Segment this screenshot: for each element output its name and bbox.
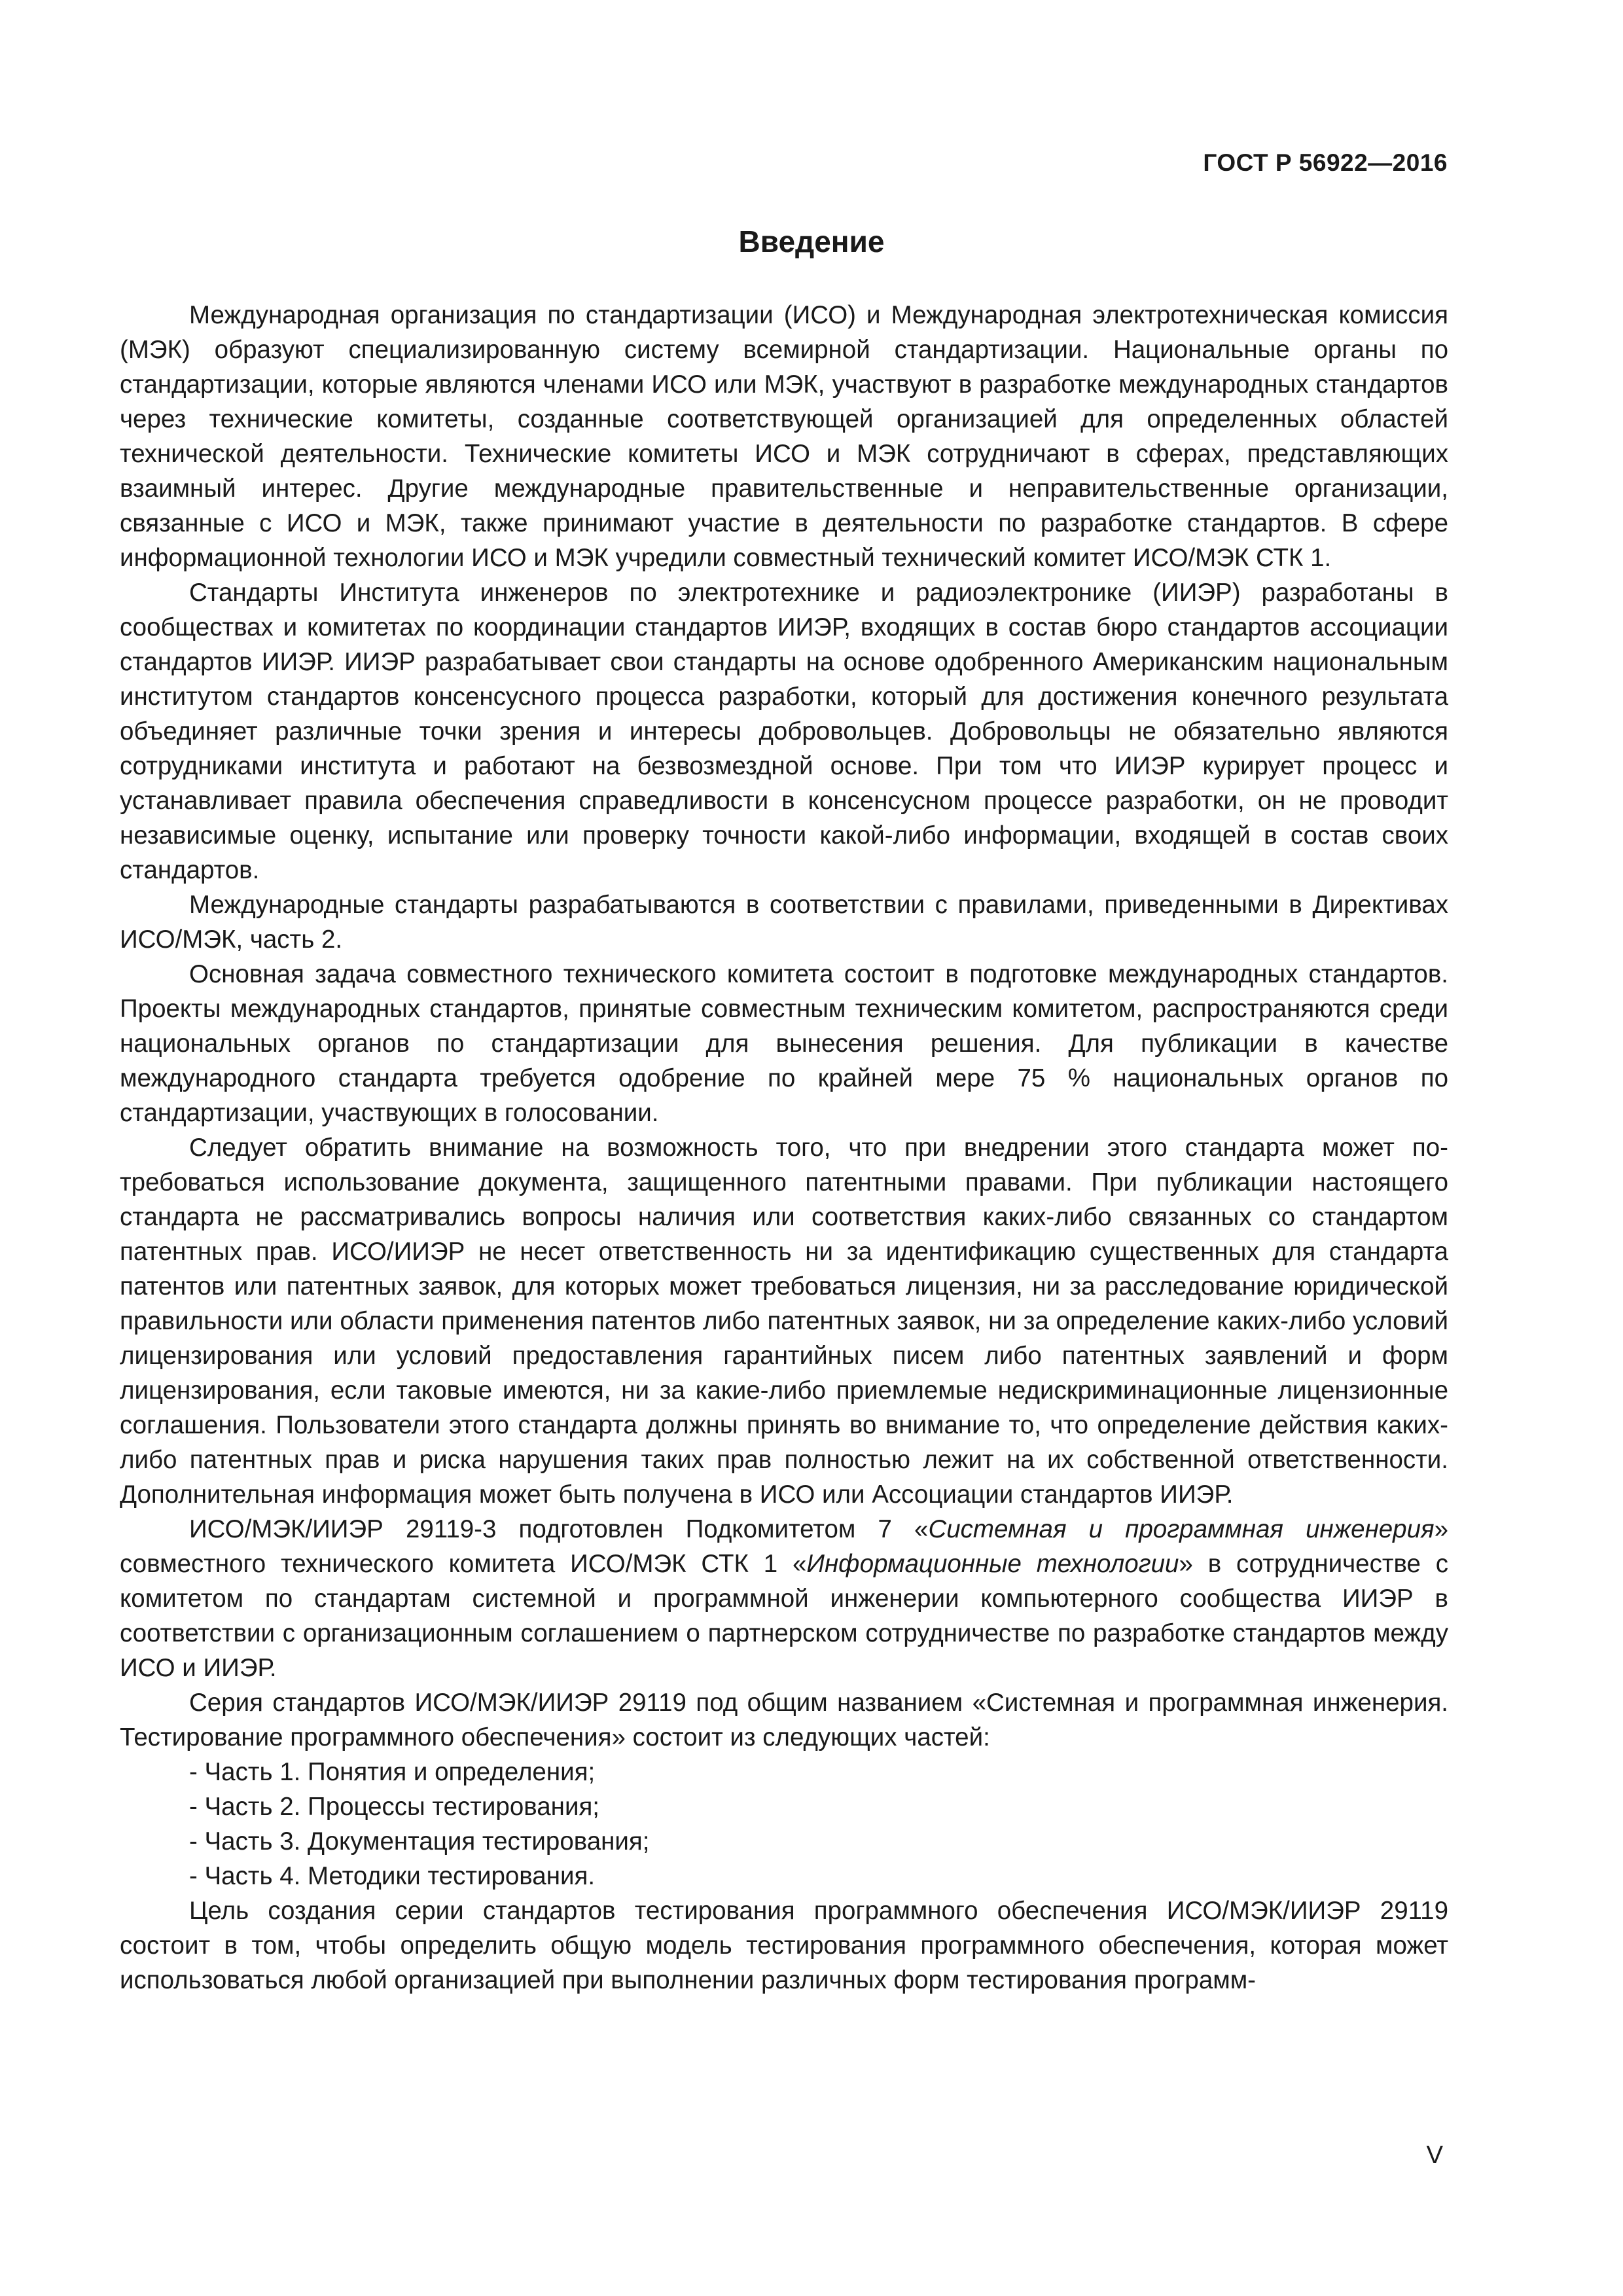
paragraph-ieee: Стандарты Института инженеров по электротехнике и радиоэлектронике (ИИЭР) разработаны в сообществах и комитетах по координации стандартов ИИЭР, входящих в состав бюро стандартов ассоциации стандартов ИИЭР. ИИЭР разрабатывает свои стандарты на основе одобренного Американским национальным институтом стандартов консенсусного процесса разработки, который для достижения конечного результата объединяет различные точки зрения и интересы добровольцев. Добровольцы не обязательно являются сотрудниками института и работают на безвозмездной основе. При том что ИИЭР курирует процесс и устанавливает правила обеспечения справедливости в консенсусном процессе разработки, он не проводит независимые оценку, испытание или проверку точности какой-либо информации, входящей в состав своих стандартов.	[120, 579, 1448, 884]
document-code: ГОСТ Р 56922—2016	[1203, 149, 1448, 176]
paragraph-iso-iec: Международная организация по стандартизации (ИСО) и Международная электротехническая комиссия (МЭК) образуют специализированную систему всемирной стандартизации. Национальные органы по стандартизации, которые являются членами ИСО или МЭК, участвуют в разработке международных стандартов через технические комитеты, созданные соответствующей организацией для определенных областей технической деятельности. Технические комитеты ИСО и МЭК сотрудничают в сферах, представляющих взаимный интерес. Другие международные правительственные и неправительственные организации, связанные с ИСО и МЭК, также принимают участие в деятельности по разработке стандартов. В сфере информационной технологии ИСО и МЭК учредили совместный технический комитет ИСО/МЭК СТК 1.	[120, 301, 1448, 572]
paragraph-subcommittee-text-1: ИСО/МЭК/ИИЭР 29119-3 подготовлен Подкомитетом 7 «	[189, 1515, 929, 1543]
subcommittee-name: Системная и программная инженерия	[928, 1515, 1435, 1543]
body-text	[120, 298, 1448, 1998]
committee-name: Информационные технологии	[806, 1550, 1179, 1578]
list-item: - Часть 3. Документация тестирования;	[189, 1827, 650, 1856]
paragraph-purpose: Цель создания серии стандартов тестирования программного обеспечения ИСО/МЭК/ИИЭР 29119 состоит в том, чтобы определить общую модель тестирования программного обеспечения, которая может использоваться любой организацией при выполнении различных форм тестирования программ-	[120, 1897, 1448, 1994]
paragraph-directives: Международные стандарты разрабатываются в соответствии с правилами, приведенными в Директивах ИСО/МЭК, часть 2.	[120, 891, 1448, 954]
paragraph-patents: Следует обратить внимание на возможность того, что при внедрении этого стандарта может потребоваться использование документа, защищенного патентными правами. При публикации настоящего стандарта не рассматривались вопросы наличия или соответствия каких-либо связанных со стандартом патентных прав. ИСО/ИИЭР не несет ответственность ни за идентификацию существенных для стандарта патентов или патентных заявок, для которых может требоваться лицензия, ни за расследование юридической правильности или области применения патентов либо патентных заявок, ни за определение каких-либо условий лицензирования или условий предоставления гарантийных писем либо патентных заявлений и форм лицензирования, если таковые имеются, ни за какие-либо приемлемые недискриминационные лицензионные соглашения. Пользователи этого стандарта должны принять во внимание то, что определение действия каких-либо патентных прав и риска нарушения таких прав полностью лежит на их собственной ответственности. Дополнительная информация может быть получена в ИСО или Ассоциации стандартов ИИЭР.	[120, 1134, 1448, 1509]
list-item: - Часть 4. Методики тестирования.	[189, 1862, 596, 1890]
paragraph-series: Серия стандартов ИСО/МЭК/ИИЭР 29119 под общим названием «Системная и программная инженерия. Тестирование программного обеспечения» состоит из следующих частей:	[120, 1689, 1448, 1751]
paragraph-subcommittee-text-3: » в сотрудничестве с комитетом по стандартам системной и программной инженерии компьютерного сообщества ИИЭР в соответствии с организационным соглашением о партнерском сотрудничестве по разработке стандартов между ИСО и ИИЭР.	[120, 1550, 1448, 1682]
paragraph-joint-committee: Основная задача совместного технического комитета состоит в подготовке международных стандартов. Проекты международных стандартов, принятые совместным техническим комитетом, распространяются среди национальных органов по стандартизации для вынесения решения. Для публикации в качестве международного стандарта требуется одобрение по крайней мере 75 % национальных органов по стандартизации, участвующих в голосовании.	[120, 960, 1448, 1127]
paragraph-subcommittee-text-2: » совместного технического комитета ИСО/МЭК СТК 1 «	[120, 1515, 1448, 1578]
list-item: - Часть 2. Процессы тестирования;	[189, 1793, 599, 1821]
page-number: V	[1426, 2142, 1443, 2169]
list-item: - Часть 1. Понятия и определения;	[189, 1758, 596, 1786]
paragraph-subcommittee	[120, 1512, 1448, 1685]
section-title: Введение	[738, 224, 885, 259]
